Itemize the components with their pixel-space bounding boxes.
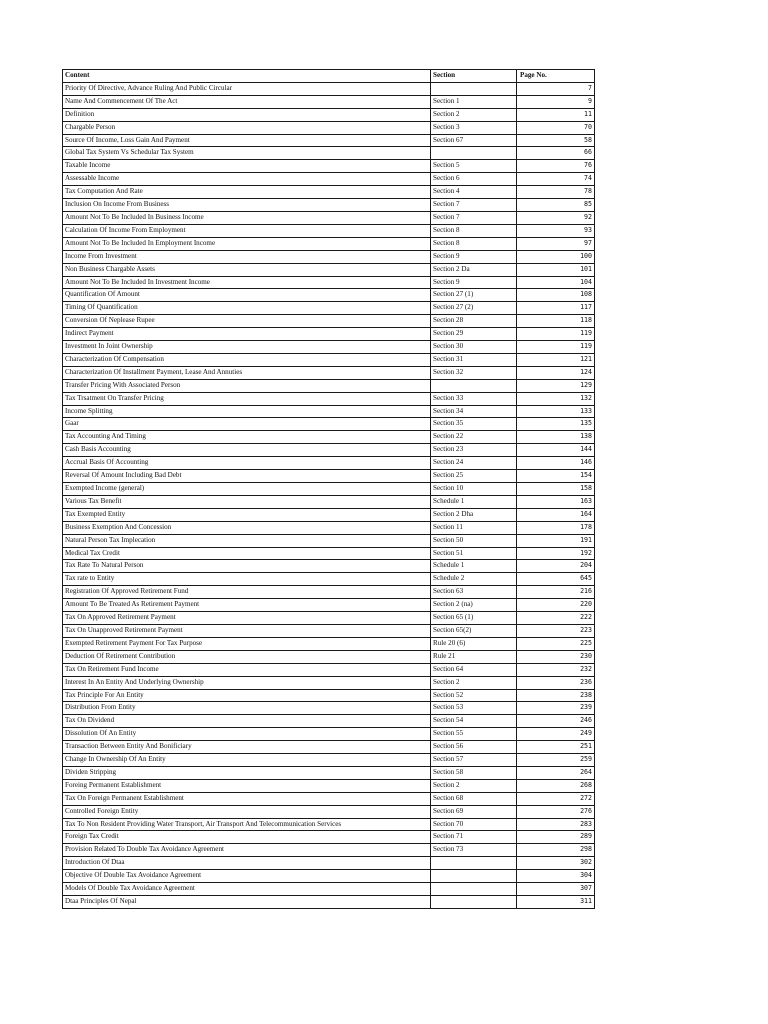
table-row: [63, 95, 595, 108]
contents-table-body: [63, 82, 595, 908]
content-cell: Definition: [63, 108, 431, 121]
section-cell: Section 24: [431, 457, 517, 470]
table-row: [63, 896, 595, 909]
content-cell: Non Business Chargable Assets: [63, 263, 431, 276]
table-row: [63, 766, 595, 779]
content-cell: Introduction Of Dtaa: [63, 857, 431, 870]
content-cell: Priority Of Directive, Advance Ruling And Public Circular: [63, 82, 431, 95]
table-row: [63, 379, 595, 392]
content-cell: Tax Computation And Rate: [63, 186, 431, 199]
page-number-cell: 129: [517, 379, 595, 392]
table-row: [63, 870, 595, 883]
table-row: [63, 521, 595, 534]
page-number-cell: 264: [517, 766, 595, 779]
page-number-cell: 58: [517, 134, 595, 147]
section-cell: Section 65(2): [431, 624, 517, 637]
page-number-cell: 163: [517, 495, 595, 508]
section-cell: [431, 379, 517, 392]
page-number-cell: 259: [517, 754, 595, 767]
section-cell: Section 30: [431, 341, 517, 354]
section-cell: Section 73: [431, 844, 517, 857]
section-cell: Section 68: [431, 792, 517, 805]
content-cell: Controlled Foreign Entity: [63, 805, 431, 818]
content-cell: Deduction Of Retirement Contribution: [63, 650, 431, 663]
page-number-cell: 7: [517, 82, 595, 95]
content-cell: Taxable Income: [63, 160, 431, 173]
section-cell: Section 50: [431, 534, 517, 547]
page-number-cell: 225: [517, 637, 595, 650]
section-cell: Section 11: [431, 521, 517, 534]
table-row: [63, 276, 595, 289]
page-number-cell: 97: [517, 237, 595, 250]
table-row: [63, 405, 595, 418]
content-cell: Indirect Payment: [63, 328, 431, 341]
section-cell: Section 31: [431, 353, 517, 366]
page-number-cell: 133: [517, 405, 595, 418]
content-cell: Business Exemption And Concession: [63, 521, 431, 534]
content-cell: Chargable Person: [63, 121, 431, 134]
section-cell: Section 29: [431, 328, 517, 341]
content-cell: Exempted Retirement Payment For Tax Purpose: [63, 637, 431, 650]
content-cell: Tax On Foreign Permanent Establishment: [63, 792, 431, 805]
content-cell: Transfer Pricing With Associated Person: [63, 379, 431, 392]
page-number-cell: 78: [517, 186, 595, 199]
section-cell: Section 1: [431, 95, 517, 108]
content-cell: Global Tax System Vs Schedular Tax System: [63, 147, 431, 160]
content-cell: Tax On Approved Retirement Payment: [63, 612, 431, 625]
page-number-cell: 76: [517, 160, 595, 173]
table-row: [63, 573, 595, 586]
content-cell: Assessable Income: [63, 173, 431, 186]
section-cell: Section 23: [431, 444, 517, 457]
table-row: [63, 495, 595, 508]
page-number-cell: 230: [517, 650, 595, 663]
page-number-cell: 70: [517, 121, 595, 134]
content-cell: Medical Tax Credit: [63, 547, 431, 560]
page-number-cell: 249: [517, 728, 595, 741]
table-row: [63, 702, 595, 715]
contents-table: [62, 69, 595, 909]
page-number-cell: 289: [517, 831, 595, 844]
content-cell: Accrual Basis Of Accounting: [63, 457, 431, 470]
content-cell: Income From Investment: [63, 250, 431, 263]
page-number-cell: 119: [517, 328, 595, 341]
page-number-cell: 304: [517, 870, 595, 883]
table-row: [63, 883, 595, 896]
section-cell: Section 3: [431, 121, 517, 134]
content-cell: Foreing Permanent Establishment: [63, 779, 431, 792]
page-number-cell: 11: [517, 108, 595, 121]
table-row: [63, 483, 595, 496]
content-cell: Tax rate to Entity: [63, 573, 431, 586]
table-row: [63, 108, 595, 121]
section-cell: Section 65 (1): [431, 612, 517, 625]
table-row: [63, 779, 595, 792]
table-row: [63, 508, 595, 521]
table-row: [63, 199, 595, 212]
section-cell: Section 25: [431, 470, 517, 483]
table-row: [63, 857, 595, 870]
table-row: [63, 315, 595, 328]
section-cell: Section 34: [431, 405, 517, 418]
content-column-header: Content: [63, 70, 431, 83]
content-cell: Reversal Of Amount Including Bad Debt: [63, 470, 431, 483]
section-cell: Schedule 1: [431, 495, 517, 508]
section-cell: Section 8: [431, 237, 517, 250]
table-row: [63, 754, 595, 767]
table-row: [63, 689, 595, 702]
table-row: [63, 341, 595, 354]
table-row: [63, 470, 595, 483]
table-row: [63, 624, 595, 637]
content-cell: Tax On Retirement Fund Income: [63, 663, 431, 676]
section-cell: Section 64: [431, 663, 517, 676]
content-cell: Foreign Tax Credit: [63, 831, 431, 844]
content-cell: Source Of Income, Loss Gain And Payment: [63, 134, 431, 147]
page-number-cell: 223: [517, 624, 595, 637]
table-row: [63, 186, 595, 199]
section-cell: [431, 82, 517, 95]
section-cell: Schedule 2: [431, 573, 517, 586]
table-row: [63, 831, 595, 844]
content-cell: Models Of Double Tax Avoidance Agreement: [63, 883, 431, 896]
section-cell: Section 57: [431, 754, 517, 767]
page-number-cell: 298: [517, 844, 595, 857]
table-row: [63, 676, 595, 689]
table-row: [63, 353, 595, 366]
page-number-cell: 178: [517, 521, 595, 534]
table-row: [63, 805, 595, 818]
content-cell: Tax Trsatment On Transfer Pricing: [63, 392, 431, 405]
content-cell: Amount To Be Treated As Retirement Payment: [63, 599, 431, 612]
page-number-cell: 204: [517, 560, 595, 573]
table-row: [63, 263, 595, 276]
section-cell: Section 63: [431, 586, 517, 599]
page-number-cell: 276: [517, 805, 595, 818]
table-row: [63, 289, 595, 302]
page-number-cell: 119: [517, 341, 595, 354]
section-cell: Section 2 Da: [431, 263, 517, 276]
section-cell: Section 58: [431, 766, 517, 779]
section-column-header: Section: [431, 70, 517, 83]
section-cell: Section 5: [431, 160, 517, 173]
content-cell: Name And Commencement Of The Act: [63, 95, 431, 108]
table-row: [63, 160, 595, 173]
table-row: [63, 121, 595, 134]
section-cell: Section 35: [431, 418, 517, 431]
section-cell: Section 27 (2): [431, 302, 517, 315]
content-cell: Natural Person Tax Implecation: [63, 534, 431, 547]
content-cell: Interest In An Entity And Underlying Ownership: [63, 676, 431, 689]
table-row: [63, 560, 595, 573]
content-cell: Tax Accounting And Timing: [63, 431, 431, 444]
section-cell: Section 69: [431, 805, 517, 818]
section-cell: Section 27 (1): [431, 289, 517, 302]
table-row: [63, 418, 595, 431]
content-cell: Characterization Of Installment Payment, Lease And Annuties: [63, 366, 431, 379]
section-cell: Section 70: [431, 818, 517, 831]
section-cell: Section 54: [431, 715, 517, 728]
page-number-cell: 302: [517, 857, 595, 870]
page-number-cell: 101: [517, 263, 595, 276]
content-cell: Transaction Between Entity And Bonificiary: [63, 741, 431, 754]
table-row: [63, 844, 595, 857]
section-cell: Section 4: [431, 186, 517, 199]
page-number-cell: 272: [517, 792, 595, 805]
table-row: [63, 547, 595, 560]
content-cell: Amount Not To Be Included In Investment Income: [63, 276, 431, 289]
page-number-cell: 144: [517, 444, 595, 457]
section-cell: [431, 883, 517, 896]
page-number-cell: 117: [517, 302, 595, 315]
page-number-cell: 132: [517, 392, 595, 405]
table-row: [63, 586, 595, 599]
section-cell: Rule 20 (6): [431, 637, 517, 650]
page-number-cell: 92: [517, 211, 595, 224]
page-number-cell: 192: [517, 547, 595, 560]
content-cell: Inclusion On Income From Business: [63, 199, 431, 212]
table-row: [63, 715, 595, 728]
section-cell: Section 71: [431, 831, 517, 844]
table-row: [63, 792, 595, 805]
table-row: [63, 663, 595, 676]
table-row: [63, 444, 595, 457]
table-row: [63, 237, 595, 250]
table-row: [63, 457, 595, 470]
content-cell: Tax Exempted Entity: [63, 508, 431, 521]
table-row: [63, 82, 595, 95]
table-row: [63, 431, 595, 444]
table-row: [63, 599, 595, 612]
section-cell: [431, 147, 517, 160]
content-cell: Gaar: [63, 418, 431, 431]
page-number-cell: 268: [517, 779, 595, 792]
section-cell: Section 52: [431, 689, 517, 702]
section-cell: Section 9: [431, 250, 517, 263]
page-number-cell: 238: [517, 689, 595, 702]
table-row: [63, 173, 595, 186]
section-cell: Section 2: [431, 779, 517, 792]
page-number-cell: 164: [517, 508, 595, 521]
content-cell: Amount Not To Be Included In Employment Income: [63, 237, 431, 250]
table-row: [63, 147, 595, 160]
page-number-cell: 645: [517, 573, 595, 586]
section-cell: Section 10: [431, 483, 517, 496]
page-number-cell: 104: [517, 276, 595, 289]
page-number-cell: 216: [517, 586, 595, 599]
page-number-cell: 93: [517, 224, 595, 237]
content-cell: Characterization Of Compensation: [63, 353, 431, 366]
page-number-cell: 236: [517, 676, 595, 689]
page-number-cell: 108: [517, 289, 595, 302]
section-cell: Section 9: [431, 276, 517, 289]
table-row: [63, 224, 595, 237]
page-number-cell: 246: [517, 715, 595, 728]
page-number-cell: 191: [517, 534, 595, 547]
page-number-cell: 222: [517, 612, 595, 625]
content-cell: Tax Principle For An Entity: [63, 689, 431, 702]
content-cell: Conversion Of Neplease Rupee: [63, 315, 431, 328]
page-number-cell: 85: [517, 199, 595, 212]
section-cell: Section 2 (na): [431, 599, 517, 612]
content-cell: Dissolution Of An Entity: [63, 728, 431, 741]
section-cell: Section 28: [431, 315, 517, 328]
table-row: [63, 728, 595, 741]
section-cell: Schedule 1: [431, 560, 517, 573]
page-number-cell: 239: [517, 702, 595, 715]
page-number-cell: 232: [517, 663, 595, 676]
header-row: [63, 70, 595, 83]
table-row: [63, 328, 595, 341]
page-number-cell: 251: [517, 741, 595, 754]
table-row: [63, 392, 595, 405]
table-row: [63, 302, 595, 315]
section-cell: Section 2: [431, 676, 517, 689]
page-number-cell: 220: [517, 599, 595, 612]
table-row: [63, 134, 595, 147]
content-cell: Tax To Non Resident Providing Water Transport, Air Transport And Telecommunication Services: [63, 818, 431, 831]
section-cell: Section 67: [431, 134, 517, 147]
content-cell: Tax Rate To Natural Person: [63, 560, 431, 573]
content-cell: Distribution From Entity: [63, 702, 431, 715]
content-cell: Investment In Joint Ownership: [63, 341, 431, 354]
page-number-cell: 307: [517, 883, 595, 896]
content-cell: Tax On Unapproved Retirement Payment: [63, 624, 431, 637]
section-cell: Section 53: [431, 702, 517, 715]
section-cell: Section 7: [431, 211, 517, 224]
page-number-cell: 100: [517, 250, 595, 263]
section-cell: Section 51: [431, 547, 517, 560]
page-number-cell: 124: [517, 366, 595, 379]
page-number-cell: 9: [517, 95, 595, 108]
section-cell: Section 2 Dha: [431, 508, 517, 521]
page-number-cell: 121: [517, 353, 595, 366]
page-number-cell: 135: [517, 418, 595, 431]
content-cell: Timing Of Quantification: [63, 302, 431, 315]
page-number-cell: 146: [517, 457, 595, 470]
content-cell: Objective Of Double Tax Avoidance Agreement: [63, 870, 431, 883]
section-cell: Section 7: [431, 199, 517, 212]
section-cell: Section 33: [431, 392, 517, 405]
page-number-cell: 154: [517, 470, 595, 483]
table-row: [63, 650, 595, 663]
section-cell: Section 8: [431, 224, 517, 237]
page-number-cell: 74: [517, 173, 595, 186]
content-cell: Quantification Of Amount: [63, 289, 431, 302]
content-cell: Calculation Of Income From Employment: [63, 224, 431, 237]
table-row: [63, 211, 595, 224]
page-number-cell: 158: [517, 483, 595, 496]
table-row: [63, 366, 595, 379]
section-cell: Section 32: [431, 366, 517, 379]
page-number-cell: 118: [517, 315, 595, 328]
content-cell: Amount Not To Be Included In Business Income: [63, 211, 431, 224]
content-cell: Registration Of Approved Retirement Fund: [63, 586, 431, 599]
page-number-cell: 311: [517, 896, 595, 909]
page-number-cell: 283: [517, 818, 595, 831]
section-cell: [431, 896, 517, 909]
page-number-cell: 138: [517, 431, 595, 444]
section-cell: Rule 21: [431, 650, 517, 663]
table-row: [63, 250, 595, 263]
section-cell: [431, 870, 517, 883]
section-cell: Section 2: [431, 108, 517, 121]
table-row: [63, 637, 595, 650]
section-cell: Section 6: [431, 173, 517, 186]
section-cell: [431, 857, 517, 870]
section-cell: Section 56: [431, 741, 517, 754]
content-cell: Provision Related To Double Tax Avoidance Agreement: [63, 844, 431, 857]
page-number-cell: 66: [517, 147, 595, 160]
content-cell: Exempted Income (general): [63, 483, 431, 496]
table-row: [63, 534, 595, 547]
page-column-header: Page No.: [517, 70, 595, 83]
content-cell: Tax On Dividend: [63, 715, 431, 728]
content-cell: Dtaa Principles Of Nepal: [63, 896, 431, 909]
content-cell: Change In Ownership Of An Entity: [63, 754, 431, 767]
content-cell: Dividen Stripping: [63, 766, 431, 779]
table-row: [63, 818, 595, 831]
section-cell: Section 22: [431, 431, 517, 444]
table-row: [63, 612, 595, 625]
content-cell: Cash Basis Accounting: [63, 444, 431, 457]
content-cell: Various Tax Benefit: [63, 495, 431, 508]
section-cell: Section 55: [431, 728, 517, 741]
table-row: [63, 741, 595, 754]
content-cell: Income Splitting: [63, 405, 431, 418]
